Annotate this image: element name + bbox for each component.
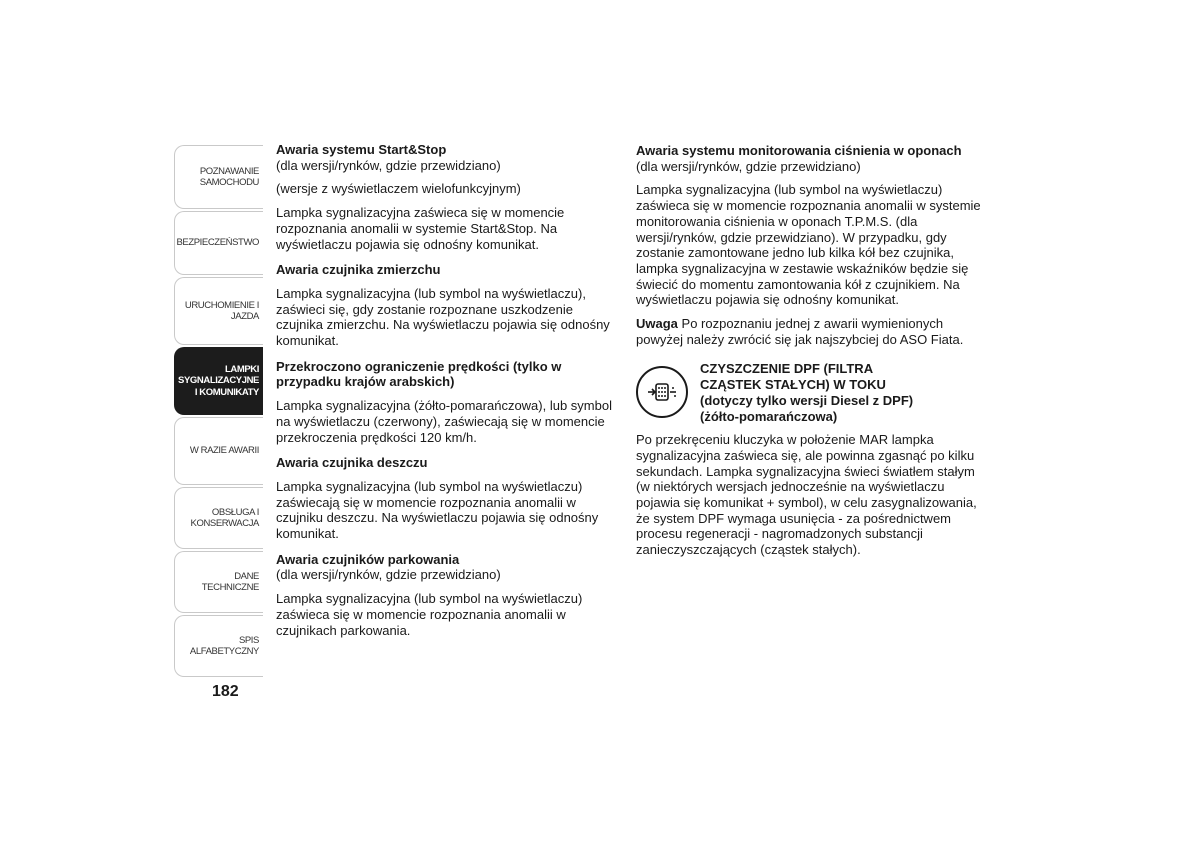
right-column bbox=[636, 143, 981, 558]
section-title-speed-limit: Przekroczono ograniczenie prędkości (tylko w przypadku krajów arabskich) bbox=[276, 358, 562, 390]
section-body: Lampka sygnalizacyjna (lub symbol na wyświetlaczu) zaświeca się w momencie rozpoznania anomalii w czujnikach parkowania. bbox=[276, 591, 583, 638]
dpf-warning-block bbox=[636, 361, 981, 424]
page-number: 182 bbox=[212, 683, 239, 700]
tab-dane-techniczne[interactable]: DANE TECHNICZNE bbox=[174, 551, 263, 613]
section-subtitle: (wersje z wyświetlaczem wielofunkcyjnym) bbox=[276, 181, 521, 197]
tab-obsluga-i-konserwacja[interactable]: OBSŁUGA I KONSERWACJA bbox=[174, 487, 263, 549]
note-text: Po rozpoznaniu jednej z awarii wymienionych powyżej należy zwrócić się jak najszybciej do ASO Fiata. bbox=[636, 316, 964, 347]
dpf-filter-icon bbox=[636, 366, 688, 418]
section-subtitle: (dla wersji/rynków, gdzie przewidziano) bbox=[276, 567, 501, 583]
section-body: Lampka sygnalizacyjna zaświeca się w momencie rozpoznania anomalii w systemie Start&Stop. Na wyświetlaczu pojawia się odnośny komunikat. bbox=[276, 205, 565, 252]
section-title-parking-sensors: Awaria czujników parkowania bbox=[276, 551, 460, 567]
dpf-title: CZYSZCZENIE DPF (FILTRA CZĄSTEK STAŁYCH) W TOKU (dotyczy tylko wersji Diesel z DPF) (żółto-pomarańczowa) bbox=[700, 361, 914, 424]
section-body: Lampka sygnalizacyjna (żółto-pomarańczowa), lub symbol na wyświetlaczu (czerwony), zaświecają się w momencie przekroczenia prędkości 120 km/h. bbox=[276, 398, 612, 445]
section-title-rain-sensor: Awaria czujnika deszczu bbox=[276, 455, 428, 471]
section-subtitle: (dla wersji/rynków, gdzie przewidziano) bbox=[276, 157, 501, 173]
left-column bbox=[276, 142, 616, 638]
tab-uruchomienie-i-jazda[interactable]: URUCHOMIENIE I JAZDA bbox=[174, 277, 263, 345]
section-title-start-stop: Awaria systemu Start&Stop bbox=[276, 142, 447, 157]
tab-poznawanie-samochodu[interactable]: POZNAWANIE SAMOCHODU bbox=[174, 145, 263, 209]
note-paragraph bbox=[636, 316, 981, 347]
section-body: Lampka sygnalizacyjna (lub symbol na wyświetlaczu), zaświeci się, gdy zostanie rozpoznane uszkodzenie czujnika zmierzchu. Na wyświetlaczu pojawia się odnośny komunikat. bbox=[276, 285, 610, 349]
tab-w-razie-awarii[interactable]: W RAZIE AWARII bbox=[174, 417, 263, 485]
section-body: Lampka sygnalizacyjna (lub symbol na wyświetlaczu) zaświecają się w momencie rozpoznania anomalii w czujniku deszczu. Na wyświetlaczu pojawia się odnośny komunikat. bbox=[276, 478, 599, 542]
section-title-dusk-sensor: Awaria czujnika zmierzchu bbox=[276, 262, 441, 278]
tab-lampki-sygnalizacyjne[interactable]: LAMPKI SYGNALIZACYJNE I KOMUNIKATY bbox=[174, 347, 263, 415]
section-body: Lampka sygnalizacyjna (lub symbol na wyświetlaczu) zaświeca się w momencie rozpoznania anomalii w systemie monitorowania ciśnienia w oponach T.P.M.S. (dla wersji/rynków, gdzie przewidziano). W przypadku, gdy zostanie zamontowane jedno lub kilka kół bez czujnika, lampka sygnalizacyjna w zestawie wskaźników będzie się świecić do momentu zamontowania kół z czujnikiem. Na wyświetlaczu pojawia się odnośny komunikat. bbox=[636, 182, 981, 308]
tab-bezpieczenstwo[interactable]: BEZPIECZEŃSTWO bbox=[174, 211, 263, 275]
section-title-tpms: Awaria systemu monitorowania ciśnienia w oponach bbox=[636, 143, 962, 158]
note-label: Uwaga bbox=[636, 316, 678, 332]
chapter-tabs bbox=[174, 145, 263, 679]
section-subtitle: (dla wersji/rynków, gdzie przewidziano) bbox=[636, 158, 861, 174]
tab-spis-alfabetyczny[interactable]: SPIS ALFABETYCZNY bbox=[174, 615, 263, 677]
dpf-body: Po przekręceniu kluczyka w położenie MAR lampka sygnalizacyjna zaświeca się, ale powinna zgasnąć po kilku sekundach. Lampka sygnalizacyjna świeci światłem stałym (w niektórych wersjach jednocześnie na wyświetlaczu pojawia się komunikat + symbol), w celu zasygnalizowania, że system DPF wymaga usunięcia - za pośrednictwem procesu regeneracji - nagromadzonych substancji zanieczyszczających (cząstek stałych). bbox=[636, 432, 977, 558]
